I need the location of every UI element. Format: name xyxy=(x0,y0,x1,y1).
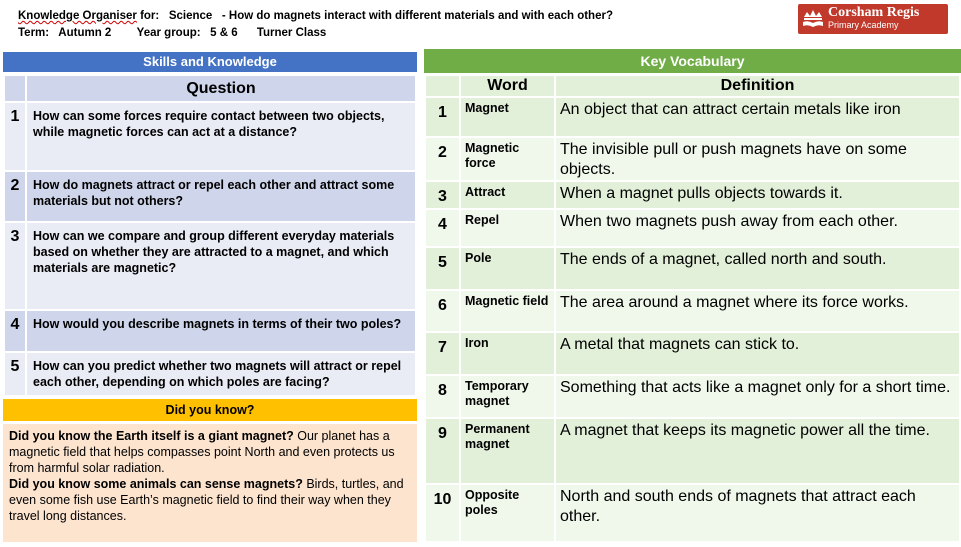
vocab-definition: When a magnet pulls objects towards it. xyxy=(555,181,960,209)
vocab-number: 4 xyxy=(425,209,460,247)
year-label: Year group: xyxy=(136,27,201,39)
question-row xyxy=(4,171,416,222)
question-row xyxy=(4,222,416,310)
vocab-definition: The area around a magnet where its force works. xyxy=(555,290,960,332)
vocab-definition: A magnet that keeps its magnetic power all the time. xyxy=(555,418,960,484)
question-number: 4 xyxy=(4,310,26,352)
vocab-word: Opposite poles xyxy=(460,484,555,542)
vocab-word: Temporary magnet xyxy=(460,375,555,418)
vocab-row xyxy=(425,181,960,209)
vocab-number: 2 xyxy=(425,137,460,181)
class-name: Turner Class xyxy=(256,27,327,39)
vocab-table xyxy=(424,74,961,543)
vocab-number: 6 xyxy=(425,290,460,332)
question-text: How can some forces require contact between two objects, while magnetic forces can act at a distance? xyxy=(26,102,416,171)
vocab-word: Iron xyxy=(460,332,555,375)
header-line-1 xyxy=(18,8,613,25)
questions-table xyxy=(3,74,417,397)
vocab-row xyxy=(425,375,960,418)
vocab-row xyxy=(425,418,960,484)
question-num-header xyxy=(4,75,26,102)
vocab-word: Magnet xyxy=(460,97,555,137)
question-header: Question xyxy=(26,75,416,102)
school-name: Corsham Regis xyxy=(828,5,920,20)
header-line-2 xyxy=(18,25,613,42)
page-header xyxy=(18,8,613,42)
definition-header: Definition xyxy=(555,75,960,97)
fact-answer: Birds, turtles, and even some fish use Earth’s magnetic field to find their way when they travel long distances. xyxy=(9,477,404,523)
vocab-definition: When two magnets push away from each other. xyxy=(555,209,960,247)
vocab-row xyxy=(425,247,960,290)
skills-title: Skills and Knowledge xyxy=(3,52,417,72)
school-logo xyxy=(798,4,948,34)
term-label: Term: xyxy=(18,27,50,39)
vocab-definition: The invisible pull or push magnets have on some objects. xyxy=(555,137,960,181)
vocab-word: Pole xyxy=(460,247,555,290)
fact-1 xyxy=(9,428,411,476)
term-value: Autumn 2 xyxy=(58,27,112,39)
vocab-row xyxy=(425,97,960,137)
question-row xyxy=(4,352,416,396)
did-you-know-body xyxy=(3,424,417,542)
vocab-row xyxy=(425,137,960,181)
fact-question: Did you know the Earth itself is a giant magnet? xyxy=(9,429,294,443)
question-number: 2 xyxy=(4,171,26,222)
for-label: for: xyxy=(140,10,160,22)
vocab-num-header xyxy=(425,75,460,97)
question-text: How can we compare and group different everyday materials based on whether they are attracted to a magnet, and which materials are magnetic? xyxy=(26,222,416,310)
vocab-row xyxy=(425,290,960,332)
vocab-definition: Something that acts like a magnet only for a short time. xyxy=(555,375,960,418)
word-header: Word xyxy=(460,75,555,97)
vocab-number: 3 xyxy=(425,181,460,209)
vocab-definition: A metal that magnets can stick to. xyxy=(555,332,960,375)
question-number: 5 xyxy=(4,352,26,396)
vocab-number: 9 xyxy=(425,418,460,484)
vocab-definition: North and south ends of magnets that attract each other. xyxy=(555,484,960,542)
vocab-word: Magnetic field xyxy=(460,290,555,332)
vocab-number: 1 xyxy=(425,97,460,137)
vocab-row xyxy=(425,484,960,542)
vocab-word: Repel xyxy=(460,209,555,247)
subject: Science xyxy=(168,10,213,22)
crest-icon xyxy=(798,4,828,34)
vocab-word: Magnetic force xyxy=(460,137,555,181)
vocab-definition: The ends of a magnet, called north and south. xyxy=(555,247,960,290)
fact-question: Did you know some animals can sense magnets? xyxy=(9,477,303,491)
school-subtitle: Primary Academy xyxy=(828,20,899,30)
fact-2 xyxy=(9,476,411,524)
question-text: How would you describe magnets in terms of their two poles? xyxy=(26,310,416,352)
vocab-definition: An object that can attract certain metals like iron xyxy=(555,97,960,137)
vocab-number: 7 xyxy=(425,332,460,375)
vocab-word: Permanent magnet xyxy=(460,418,555,484)
question-row xyxy=(4,102,416,171)
question-text: How do magnets attract or repel each other and attract some materials but not others? xyxy=(26,171,416,222)
organiser-label: Knowledge Organiser xyxy=(18,10,137,22)
vocab-row xyxy=(425,209,960,247)
vocab-number: 5 xyxy=(425,247,460,290)
question-row xyxy=(4,310,416,352)
question-number: 1 xyxy=(4,102,26,171)
question-text: How can you predict whether two magnets will attract or repel each other, depending on which poles are facing? xyxy=(26,352,416,396)
vocab-word: Attract xyxy=(460,181,555,209)
vocab-number: 10 xyxy=(425,484,460,542)
question-number: 3 xyxy=(4,222,26,310)
year-value: 5 & 6 xyxy=(210,27,238,39)
topic: - How do magnets interact with different materials and with each other? xyxy=(221,10,613,22)
did-you-know-title: Did you know? xyxy=(3,399,417,421)
fact-answer: Our planet has a magnetic field that helps compasses point North and even protects us from harmful solar radiation. xyxy=(9,429,395,475)
vocab-number: 8 xyxy=(425,375,460,418)
vocab-row xyxy=(425,332,960,375)
vocab-title: Key Vocabulary xyxy=(424,49,961,73)
